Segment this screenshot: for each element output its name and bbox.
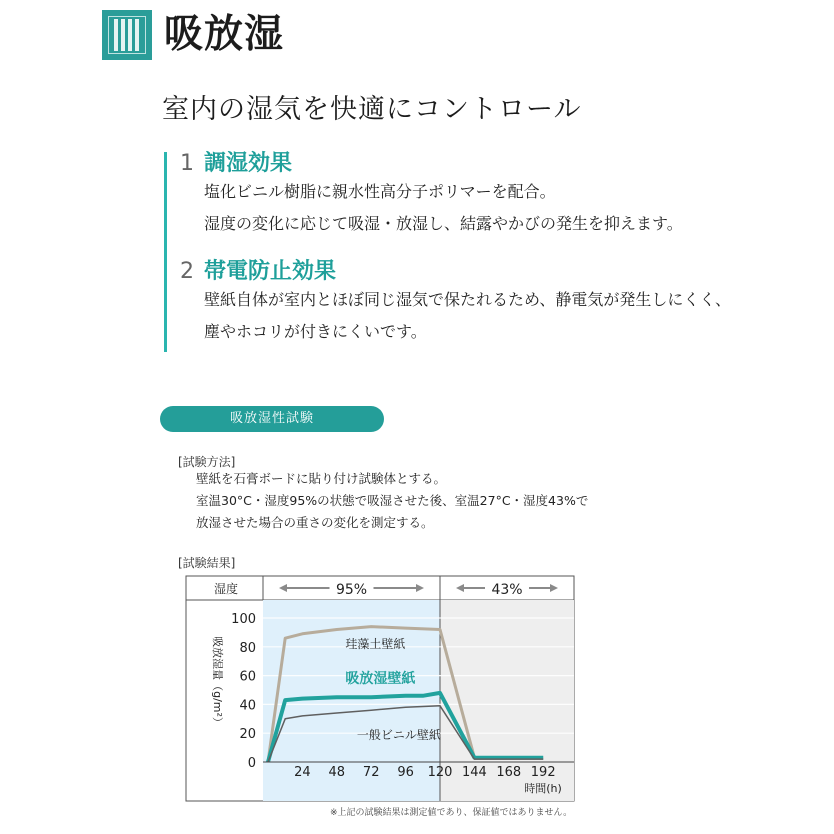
feature-2-number: 2 <box>180 259 194 284</box>
feature-1-title: 調湿効果 <box>204 151 293 176</box>
y-axis-label: 吸放湿量（g/m²） <box>211 636 224 728</box>
x-tick-label: 48 <box>328 765 346 780</box>
y-tick-label: 0 <box>247 756 256 771</box>
y-tick-label: 40 <box>239 698 256 714</box>
feature-1-number: 1 <box>180 151 194 176</box>
chart-footnote: ※上記の試験結果は測定値であり、保証値ではありません。 <box>330 808 573 818</box>
feature-2-line: 壁紙自体が室内とほぼ同じ湿気で保たれるため、静電気が発生しにくく、 <box>204 290 732 309</box>
x-tick-label: 144 <box>461 765 487 780</box>
band-arrowhead-left <box>456 584 464 592</box>
band-arrowhead-left <box>279 584 287 592</box>
x-tick-label: 24 <box>294 765 311 780</box>
humidity-band-label: 43% <box>491 582 523 598</box>
x-axis-label: 時間(h) <box>524 782 562 795</box>
band-arrowhead-right <box>550 584 558 592</box>
humidity-label: 湿度 <box>213 582 239 596</box>
x-tick-label: 192 <box>530 765 556 780</box>
feature-2-line: 塵やホコリが付きにくいです。 <box>204 322 427 341</box>
result-label: [試験結果] <box>178 556 236 570</box>
series-label-vinyl: 一般ビニル壁紙 <box>356 727 441 742</box>
x-tick-label: 120 <box>427 765 453 780</box>
y-tick-label: 80 <box>239 640 256 656</box>
y-tick-label: 60 <box>239 669 256 685</box>
feature-1-line: 湿度の変化に応じて吸湿・放湿し、結露やかびの発生を抑えます。 <box>204 214 683 233</box>
y-tick-label: 100 <box>231 612 256 627</box>
humidity-band-label: 95% <box>335 582 368 598</box>
x-tick-label: 72 <box>362 765 380 780</box>
series-label-diatom: 珪藻土壁紙 <box>345 637 406 652</box>
x-tick-label: 96 <box>397 765 414 780</box>
y-tick-label: 20 <box>239 727 256 743</box>
method-line: 室温30°C・湿度95%の状態で吸湿させた後、室温27°C・湿度43%で <box>196 493 589 508</box>
series-label-moisture: 吸放湿壁紙 <box>345 670 416 687</box>
page-title: 吸放湿 <box>164 12 285 57</box>
test-section-pill: 吸放湿性試験 <box>160 406 384 432</box>
x-tick-label: 168 <box>496 765 522 780</box>
method-line: 放湿させた場合の重さの変化を測定する。 <box>196 515 434 530</box>
method-label: [試験方法] <box>178 455 236 469</box>
page-subtitle: 室内の湿気を快適にコントロール <box>162 94 582 125</box>
method-line: 壁紙を石膏ボードに貼り付け試験体とする。 <box>196 471 447 486</box>
feature-2-title: 帯電防止効果 <box>204 259 337 284</box>
band-arrowhead-right <box>416 584 424 592</box>
feature-1-line: 塩化ビニル樹脂に親水性高分子ポリマーを配合。 <box>204 182 556 201</box>
